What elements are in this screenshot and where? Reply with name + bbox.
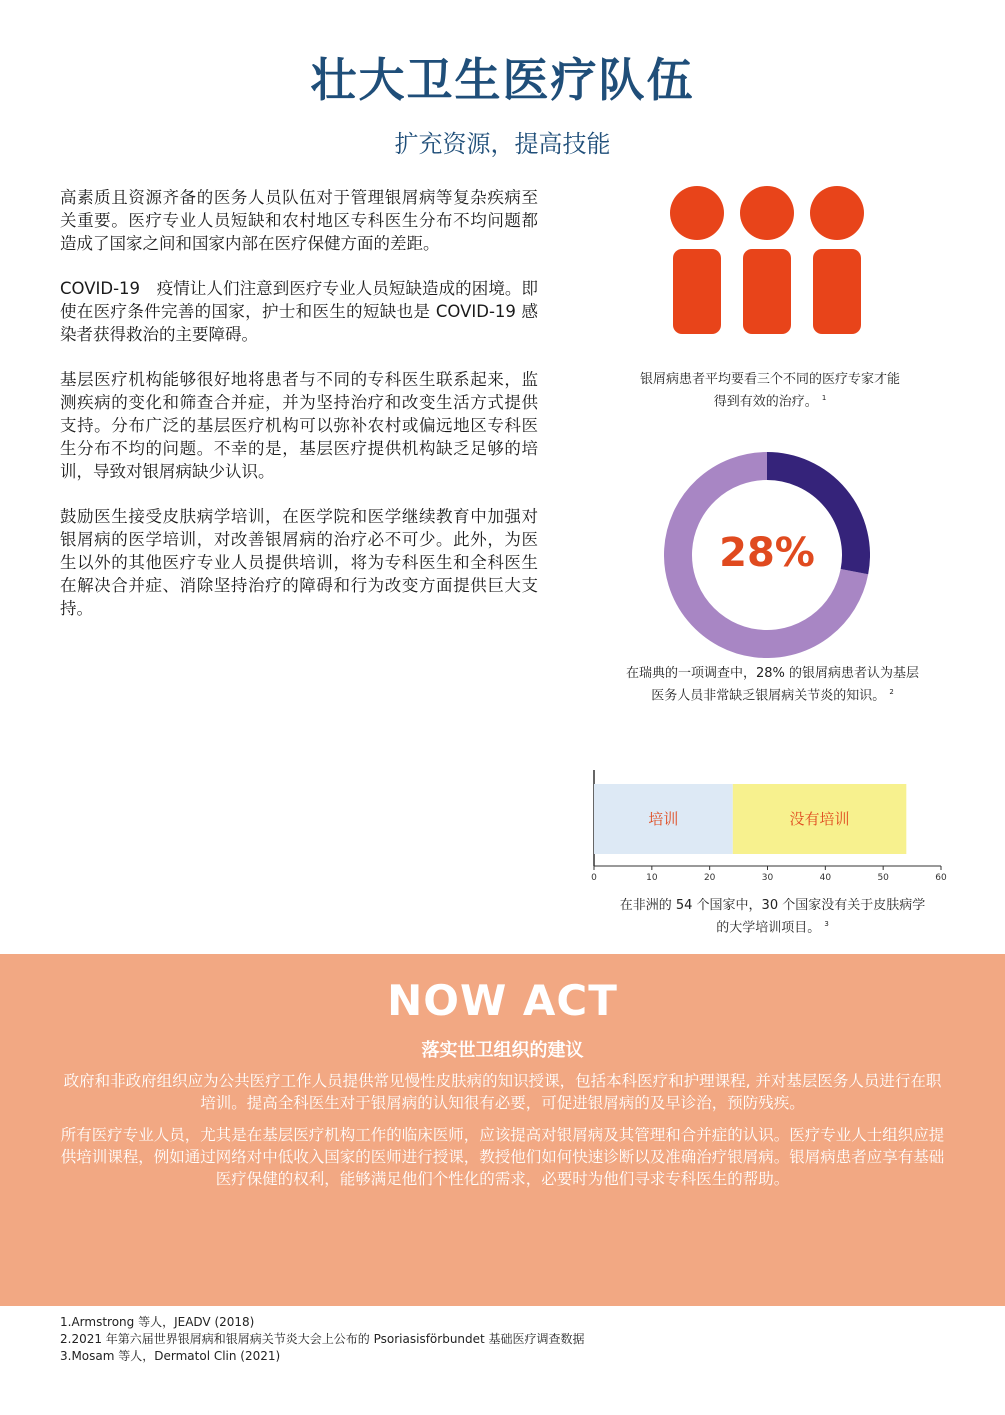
footnote-ref: 1 [821, 394, 827, 402]
bar-label-training: 培训 [648, 810, 679, 828]
body-paragraph: COVID-19 疫情让人们注意到医疗专业人员短缺造成的困境。即使在医疗条件完善的国家，护士和医生的短缺也是 COVID-19 感染者获得救治的主要障碍。 [60, 279, 538, 344]
reference-item: 3.Mosam 等人，Dermatol Clin (2021) [60, 1349, 281, 1363]
now-act-title: NOW ACT [387, 976, 618, 1025]
people-caption [600, 371, 940, 411]
x-tick-label: 20 [703, 873, 716, 882]
bar-caption-line2: 的大学培训项目。 $^3$ [716, 920, 829, 936]
body-paragraph: 鼓励医生接受皮肤病学培训，在医学院和医学继续教育中加强对银屑病的医学培训，对改善银屑病的治疗必不可少。此外，为医生以外的其他医疗专业人员提供培训，将为专科医生和全科医生在解决合并症、消除坚持治疗的障碍和行为改变方面提供巨大支持。 [60, 507, 538, 618]
bar-label-no-training: 没有培训 [789, 810, 850, 828]
x-tick-label: 40 [819, 873, 832, 882]
x-tick-label: 0 [591, 873, 597, 882]
reference-item: 2.2021 年第六届世界银屑病和银屑病关节炎大会上公布的 Psoriasisförbundet 基础医疗调查数据 [60, 1332, 585, 1346]
page-title: 壮大卫生医疗队伍 [310, 53, 695, 107]
x-tick-label: 10 [646, 873, 658, 882]
x-axis-ticks [591, 866, 947, 882]
donut-caption-line2: 医务人员非常缺乏银屑病关节炎的知识。 $^2$ [651, 688, 894, 704]
now-act-paragraph: 所有医疗专业人员，尤其是在基层医疗机构工作的临床医师，应该提高对银屑病及其管理和合并症的认识。医疗专业人士组织应提供培训课程，例如通过网络对中低收入国家的医师进行授课，教授他们如何快速诊断以及准确治疗银屑病。银屑病患者应享有基础医疗保健的权利，能够满足他们个性化的需求，必要时为他们寻求专科医生的帮助。 [60, 1126, 945, 1188]
body-text [60, 186, 538, 642]
now-act-body [58, 1070, 947, 1200]
references [60, 1314, 960, 1365]
people-icon-group [665, 186, 870, 334]
people-caption-line1: 银屑病患者平均要看三个不同的医疗专家才能 [639, 372, 900, 387]
body-paragraph: 高素质且资源齐备的医务人员队伍对于管理银屑病等复杂疾病至关重要。医疗专业人员短缺和农村地区专科医生分布不均问题都造成了国家之间和国家内部在医疗保健方面的差距。 [60, 188, 538, 253]
footnote-ref: 2 [889, 688, 894, 696]
donut-caption [585, 665, 960, 705]
x-tick-label: 30 [761, 873, 774, 882]
now-act-section [0, 954, 1005, 1306]
page-subtitle: 扩充资源，提高技能 [394, 130, 611, 158]
training-bar-chart [586, 764, 956, 882]
people-caption-line2: 得到有效的治疗。 $^1$ [713, 394, 827, 410]
person-icon [810, 186, 864, 334]
x-tick-label: 60 [935, 873, 947, 882]
bar-caption-line1: 在非洲的 54 个国家中，30 个国家没有关于皮肤病学 [619, 898, 926, 913]
footnote-ref: 3 [824, 920, 829, 928]
person-icon [670, 186, 724, 334]
person-icon [740, 186, 794, 334]
reference-item: 1.Armstrong 等人，JEADV (2018) [60, 1315, 255, 1329]
x-tick-label: 50 [877, 873, 889, 882]
bar-caption [585, 897, 960, 937]
now-act-subtitle: 落实世卫组织的建议 [421, 1040, 584, 1061]
body-paragraph: 基层医疗机构能够很好地将患者与不同的专科医生联系起来，监测疾病的变化和筛查合并症，并为坚持治疗和改变生活方式提供支持。分布广泛的基层医疗机构可以弥补农村或偏远地区专科医生分布不均的问题。不幸的是，基层医疗提供机构缺乏足够的培训，导致对银屑病缺少认识。 [60, 370, 538, 481]
donut-caption-line1: 在瑞典的一项调查中，28% 的银屑病患者认为基层 [625, 666, 920, 681]
donut-center-label: 28% [719, 530, 815, 576]
now-act-paragraph: 政府和非政府组织应为公共医疗工作人员提供常见慢性皮肤病的知识授课，包括本科医疗和护理课程, 并对基层医务人员进行在职培训。提高全科医生对于银屑病的认知很有必要，可促进银屑病的及早诊治，预防残疾。 [63, 1072, 942, 1112]
